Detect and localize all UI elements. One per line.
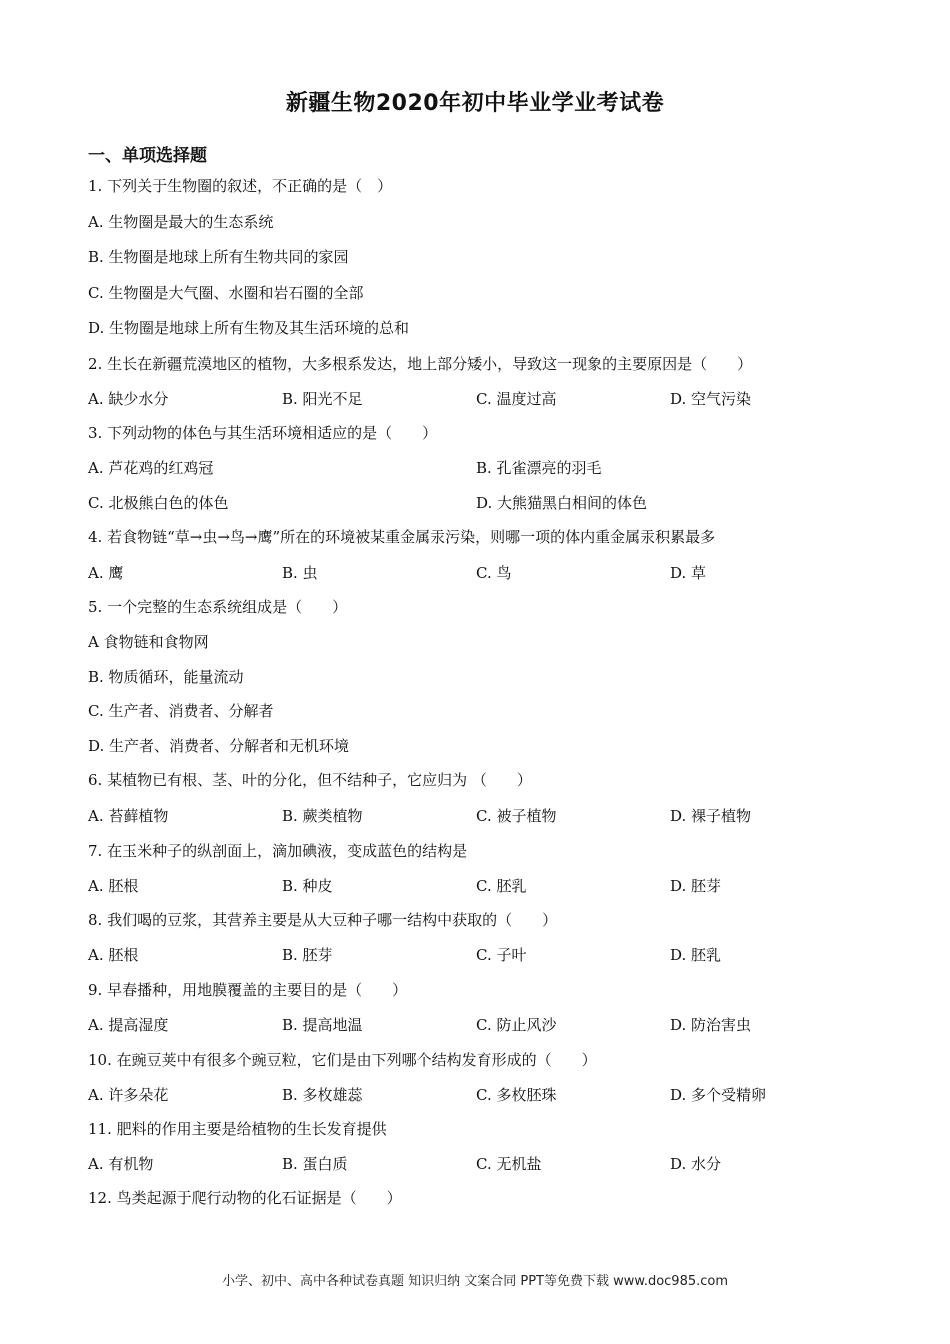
question-5-option-a: A 食物链和食物网 [88, 633, 209, 651]
question-9-stem: 9. 早春播种，用地膜覆盖的主要目的是（ ） [88, 981, 408, 999]
question-6-option-b: B. 蕨类植物 [282, 807, 363, 825]
question-9-options [88, 1015, 868, 1035]
question-6-option-c: C. 被子植物 [476, 807, 557, 825]
question-7-option-a: A. 胚根 [88, 877, 139, 895]
question-1-option-d: D. 生物圈是地球上所有生物及其生活环境的总和 [88, 319, 410, 337]
question-11-stem: 11. 肥料的作用主要是给植物的生长发育提供 [88, 1120, 387, 1138]
question-10-option-d: D. 多个受精卵 [670, 1086, 767, 1104]
question-4-option-b: B. 虫 [282, 564, 318, 582]
question-7-options [88, 876, 868, 896]
footer-note: 小学、初中、高中各种试卷真题 知识归纳 文案合同 PPT等免费下载 www.doc985.com [221, 1274, 729, 1289]
question-4-stem: 4. 若食物链“草→虫→鸟→鹰”所在的环境被某重金属汞污染，则哪一项的体内重金属汞积累最多 [88, 528, 716, 546]
question-8-stem: 8. 我们喝的豆浆，其营养主要是从大豆种子哪一结构中获取的（ ） [88, 911, 558, 929]
question-1-option-c: C. 生物圈是大气圈、水圈和岩石圈的全部 [88, 284, 364, 302]
question-8-option-d: D. 胚乳 [670, 946, 722, 964]
question-6-option-d: D. 裸子植物 [670, 807, 752, 825]
question-7-option-b: B. 种皮 [282, 877, 333, 895]
question-3-option-b: B. 孔雀漂亮的羽毛 [476, 459, 602, 477]
question-2-option-b: B. 阳光不足 [282, 390, 363, 408]
question-2-option-c: C. 温度过高 [476, 390, 557, 408]
exam-title: 新疆生物2020年初中毕业学业考试卷 [285, 91, 665, 116]
question-6-stem: 6. 某植物已有根、茎、叶的分化，但不结种子，它应归为 （ ） [88, 771, 532, 789]
question-8-option-b: B. 胚芽 [282, 946, 333, 964]
question-8-option-c: C. 子叶 [476, 946, 527, 964]
question-7-option-d: D. 胚芽 [670, 877, 722, 895]
question-2-option-a: A. 缺少水分 [88, 390, 169, 408]
question-2-options [88, 389, 868, 409]
question-10-options [88, 1085, 868, 1105]
question-3-options-row1 [88, 458, 868, 478]
question-9-option-a: A. 提高湿度 [88, 1016, 169, 1034]
question-9-option-d: D. 防治害虫 [670, 1016, 752, 1034]
question-4-option-a: A. 鹰 [88, 564, 124, 582]
question-1-stem: 1. 下列关于生物圈的叙述，不正确的是（ ） [88, 177, 393, 195]
question-4-option-d: D. 草 [670, 564, 707, 582]
question-4-option-c: C. 鸟 [476, 564, 512, 582]
question-6-options [88, 806, 868, 826]
question-8-option-a: A. 胚根 [88, 946, 139, 964]
question-8-options [88, 945, 868, 965]
question-1-option-a: A. 生物圈是最大的生态系统 [88, 213, 274, 231]
question-6-option-a: A. 苔藓植物 [88, 807, 169, 825]
question-9-option-b: B. 提高地温 [282, 1016, 363, 1034]
section-heading: 一、单项选择题 [88, 146, 207, 166]
question-2-stem: 2. 生长在新疆荒漠地区的植物，大多根系发达，地上部分矮小，导致这一现象的主要原因是（ ） [88, 355, 753, 373]
question-7-option-c: C. 胚乳 [476, 877, 527, 895]
question-1-option-b: B. 生物圈是地球上所有生物共同的家园 [88, 248, 349, 266]
question-11-option-a: A. 有机物 [88, 1155, 154, 1173]
question-5-option-b: B. 物质循环，能量流动 [88, 668, 244, 686]
question-3-option-d: D. 大熊猫黑白相间的体色 [476, 494, 648, 512]
question-10-option-c: C. 多枚胚珠 [476, 1086, 557, 1104]
question-10-stem: 10. 在豌豆荚中有很多个豌豆粒，它们是由下列哪个结构发育形成的（ ） [88, 1051, 597, 1069]
question-3-option-c: C. 北极熊白色的体色 [88, 494, 229, 512]
question-11-option-b: B. 蛋白质 [282, 1155, 348, 1173]
question-3-option-a: A. 芦花鸡的红鸡冠 [88, 459, 214, 477]
question-11-option-c: C. 无机盐 [476, 1155, 542, 1173]
question-3-stem: 3. 下列动物的体色与其生活环境相适应的是（ ） [88, 424, 438, 442]
question-5-stem: 5. 一个完整的生态系统组成是（ ） [88, 598, 348, 616]
question-11-option-d: D. 水分 [670, 1155, 722, 1173]
question-7-stem: 7. 在玉米种子的纵剖面上，滴加碘液，变成蓝色的结构是 [88, 842, 468, 860]
question-12-stem: 12. 鸟类起源于爬行动物的化石证据是（ ） [88, 1189, 402, 1207]
question-4-options [88, 563, 868, 583]
question-11-options [88, 1154, 868, 1174]
question-5-option-c: C. 生产者、消费者、分解者 [88, 702, 274, 720]
question-2-option-d: D. 空气污染 [670, 390, 752, 408]
question-3-options-row2 [88, 493, 868, 513]
question-5-option-d: D. 生产者、消费者、分解者和无机环境 [88, 737, 350, 755]
question-10-option-b: B. 多枚雄蕊 [282, 1086, 363, 1104]
question-9-option-c: C. 防止风沙 [476, 1016, 557, 1034]
question-10-option-a: A. 许多朵花 [88, 1086, 169, 1104]
